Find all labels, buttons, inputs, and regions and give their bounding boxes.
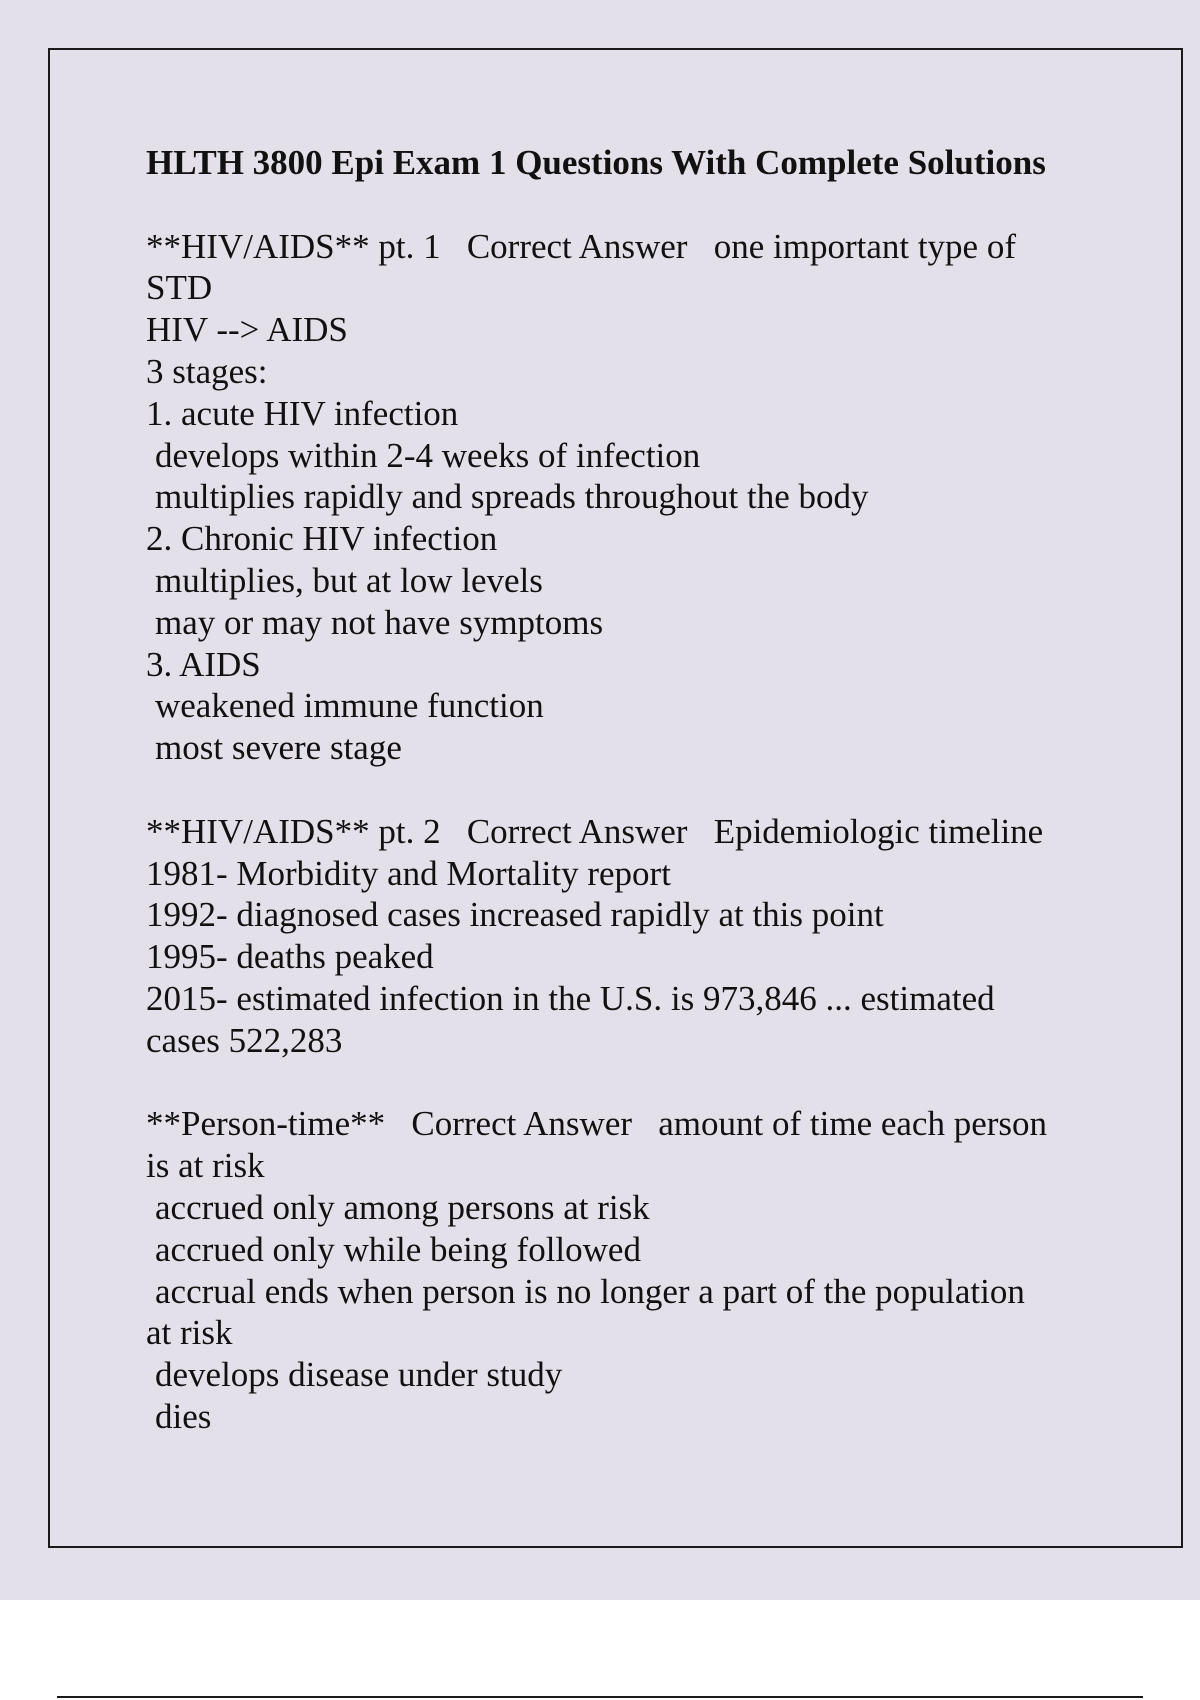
- qa-answer-line: 1995- deaths peaked: [146, 937, 434, 977]
- qa-answer-line: may or may not have symptoms: [155, 602, 604, 642]
- footer-divider: [57, 1696, 1143, 1698]
- qa-answer-line: accrued only while being followed: [155, 1229, 641, 1269]
- qa-question-line: **HIV/AIDS** pt. 1 Correct Answer one important type of: [146, 226, 1016, 266]
- qa-answer-line: most severe stage: [155, 728, 402, 768]
- qa-answer-line: multiplies rapidly and spreads throughout the body: [155, 477, 869, 517]
- qa-answer-line: at risk: [146, 1313, 233, 1353]
- qa-answer-line: develops disease under study: [155, 1355, 563, 1395]
- document-content: [146, 142, 1096, 1480]
- qa-answer-line: is at risk: [146, 1146, 265, 1186]
- qa-answer-line: 1. acute HIV infection: [146, 393, 459, 433]
- qa-question-line: **Person-time** Correct Answer amount of time each person: [146, 1104, 1048, 1144]
- qa-entry: [146, 1103, 1096, 1437]
- qa-answer-line: 3. AIDS: [146, 644, 261, 684]
- qa-entry: [146, 811, 1096, 1062]
- qa-question-line: **HIV/AIDS** pt. 2 Correct Answer Epidemiologic timeline: [146, 811, 1044, 851]
- qa-answer-line: dies: [155, 1396, 212, 1436]
- qa-answer-line: multiplies, but at low levels: [155, 560, 543, 600]
- qa-answer-line: 1981- Morbidity and Mortality report: [146, 853, 671, 893]
- qa-entry: [146, 226, 1096, 769]
- qa-answer-line: accrual ends when person is no longer a part of the population: [155, 1271, 1025, 1311]
- qa-answer-line: develops within 2-4 weeks of infection: [155, 435, 701, 475]
- document-title: HLTH 3800 Epi Exam 1 Questions With Complete Solutions: [146, 143, 1046, 182]
- qa-answer-line: weakened immune function: [155, 686, 544, 726]
- qa-answer-line: STD: [146, 268, 213, 308]
- qa-answer-line: 2015- estimated infection in the U.S. is 973,846 ... estimated: [146, 978, 995, 1018]
- qa-answer-line: cases 522,283: [146, 1020, 343, 1060]
- qa-answer-line: accrued only among persons at risk: [155, 1187, 650, 1227]
- qa-entries: [146, 226, 1096, 1438]
- qa-answer-line: 1992- diagnosed cases increased rapidly at this point: [146, 895, 884, 935]
- qa-answer-line: 2. Chronic HIV infection: [146, 519, 498, 559]
- qa-answer-line: 3 stages:: [146, 351, 268, 391]
- qa-answer-line: HIV --> AIDS: [146, 310, 348, 350]
